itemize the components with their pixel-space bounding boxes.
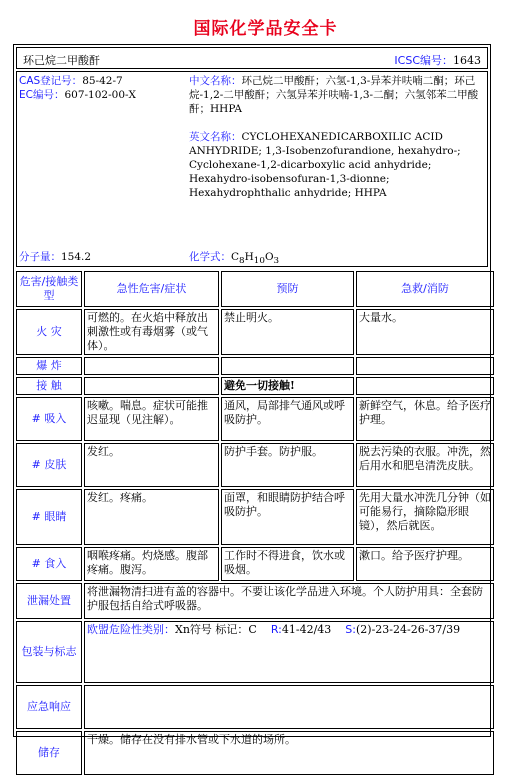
formula-label: 化学式： — [189, 251, 231, 263]
storage-row — [16, 731, 494, 775]
cell-firstaid: 漱口。给予医疗护理。 — [356, 547, 494, 581]
formula-h-sub: 10 — [253, 256, 265, 267]
cell-firstaid — [356, 377, 494, 395]
row-label-fire: 火 灾 — [16, 309, 82, 355]
spill-label: 泄漏处置 — [16, 583, 82, 619]
eu-class-label: 欧盟危险性类别： — [87, 623, 175, 636]
table-row — [16, 357, 494, 375]
chinese-name-label: 中文名称： — [189, 75, 242, 87]
cell-acute: 咽喉疼痛。灼烧感。腹部疼痛。腹泻。 — [84, 547, 219, 581]
table-header-row — [16, 271, 494, 307]
card-title: 国际化学品安全卡 — [193, 19, 338, 39]
packaging-text — [84, 621, 494, 683]
emergency-row — [16, 685, 494, 729]
mw-label: 分子量： — [19, 251, 61, 263]
cell-acute: 可燃的。在火焰中释放出刺激性或有毒烟雾（或气体）。 — [84, 309, 219, 355]
cell-firstaid — [356, 357, 494, 375]
ec-label: EC编号： — [19, 89, 65, 101]
cell-prevent: 禁止明火。 — [221, 309, 354, 355]
icsc-number — [394, 52, 481, 68]
cell-prevent: 避免一切接触! — [221, 377, 354, 395]
cell-prevent: 防护手套。防护服。 — [221, 443, 354, 487]
row-label-explosion: 爆 炸 — [16, 357, 82, 375]
formula-c-sub: 8 — [239, 256, 245, 267]
cell-prevent: 通风，局部排气通风或呼吸防护。 — [221, 397, 354, 441]
cell-firstaid: 脱去污染的衣服。冲洗，然后用水和肥皂清洗皮肤。 — [356, 443, 494, 487]
cell-firstaid: 新鲜空气，休息。给予医疗护理。 — [356, 397, 494, 441]
cell-firstaid: 先用大量水冲洗几分钟（如可能易行，摘除隐形眼镜），然后就医。 — [356, 489, 494, 545]
molecular-weight — [19, 250, 91, 264]
mw-value: 154.2 — [61, 251, 92, 263]
r-phrase-label: R: — [270, 623, 282, 636]
registry-numbers — [19, 74, 183, 102]
ec-value: 607-102-00-X — [64, 89, 137, 101]
r-phrase-value: 41-42/43 — [281, 623, 332, 636]
spill-text: 将泄漏物清扫进有盖的容器中。不要让该化学品进入环境。个人防护用具：全套防护服包括自给式呼吸器。 — [84, 583, 494, 619]
cell-acute: 发红。疼痛。 — [84, 489, 219, 545]
table-row — [16, 309, 494, 355]
chinese-name-line — [189, 74, 485, 116]
header-prevent: 预防 — [221, 271, 354, 307]
cas-value: 85-42-7 — [82, 75, 123, 87]
cell-acute: 发红。 — [84, 443, 219, 487]
chinese-name-value: 环己烷二甲酸酐；六氢-1,3-异苯并呋喃二酮；环己烷-1,2-二甲酸酐；六氢异苯并呋喃-1,3-二酮；六氢邻苯二甲酸酐；HHPA — [189, 75, 479, 115]
ec-line — [19, 88, 183, 102]
header-acute: 急性危害/症状 — [84, 271, 219, 307]
cell-acute — [84, 357, 219, 375]
cell-prevent: 面罩，和眼睛防护结合呼吸防护。 — [221, 489, 354, 545]
icsc-value: 1643 — [453, 54, 481, 67]
header-type: 危害/接触类型 — [16, 271, 82, 307]
names-block — [189, 74, 485, 200]
chemical-name: 环己烷二甲酸酐 — [23, 54, 100, 67]
english-name-value: CYCLOHEXANEDICARBOXILIC ACID ANHYDRIDE; 1,3-Isobenzofurandione, hexahydro-; Cyclohexane-1,2-dicarboxylic acid anhydride; Hexahydro-isobensofuran-1,3-dionne; Hexahydrophthalic anhydride; HHPA — [189, 131, 461, 199]
cell-prevent — [221, 357, 354, 375]
cell-prevent: 工作时不得进食，饮水或吸烟。 — [221, 547, 354, 581]
english-name-label: 英文名称： — [189, 131, 242, 143]
table-row — [16, 377, 494, 395]
formula-c: C — [231, 251, 240, 263]
emergency-text — [84, 685, 494, 729]
formula-o: O — [264, 251, 274, 263]
storage-label: 储存 — [16, 731, 82, 775]
row-label-eyes: # 眼睛 — [16, 489, 82, 545]
table-row — [16, 443, 494, 487]
cas-line — [19, 74, 183, 88]
row-label-inhalation: # 吸入 — [16, 397, 82, 441]
spacer — [189, 116, 485, 130]
packaging-label: 包装与标志 — [16, 621, 82, 683]
table-row — [16, 397, 494, 441]
header-firstaid: 急救/消防 — [356, 271, 494, 307]
cell-acute: 咳嗽。喘息。症状可能推迟显现（见注解）。 — [84, 397, 219, 441]
cell-firstaid: 大量水。 — [356, 309, 494, 355]
identification-block — [16, 71, 488, 267]
chemical-formula — [189, 250, 279, 268]
emergency-label: 应急响应 — [16, 685, 82, 729]
english-name-line — [189, 130, 485, 200]
row-label-contact: 接 触 — [16, 377, 82, 395]
row-label-ingestion: # 食入 — [16, 547, 82, 581]
cas-label: CAS登记号： — [19, 75, 83, 87]
packaging-row — [16, 621, 494, 683]
safety-card — [13, 44, 491, 759]
icsc-label: ICSC编号： — [394, 54, 453, 67]
formula-h: H — [244, 251, 254, 263]
s-phrase-value: (2)-23-24-26-37/39 — [355, 623, 461, 636]
card-header — [16, 47, 488, 69]
table-row — [16, 547, 494, 581]
table-row — [16, 489, 494, 545]
formula-o-sub: 3 — [273, 256, 280, 267]
row-label-skin: # 皮肤 — [16, 443, 82, 487]
storage-text: 干燥。储存在没有排水管或下水道的场所。 — [84, 731, 494, 775]
spill-row — [16, 583, 494, 619]
hazard-table — [14, 269, 496, 777]
s-phrase-label: S: — [345, 623, 356, 636]
eu-class-value: Xn符号 标记：C — [175, 623, 257, 636]
cell-acute — [84, 377, 219, 395]
